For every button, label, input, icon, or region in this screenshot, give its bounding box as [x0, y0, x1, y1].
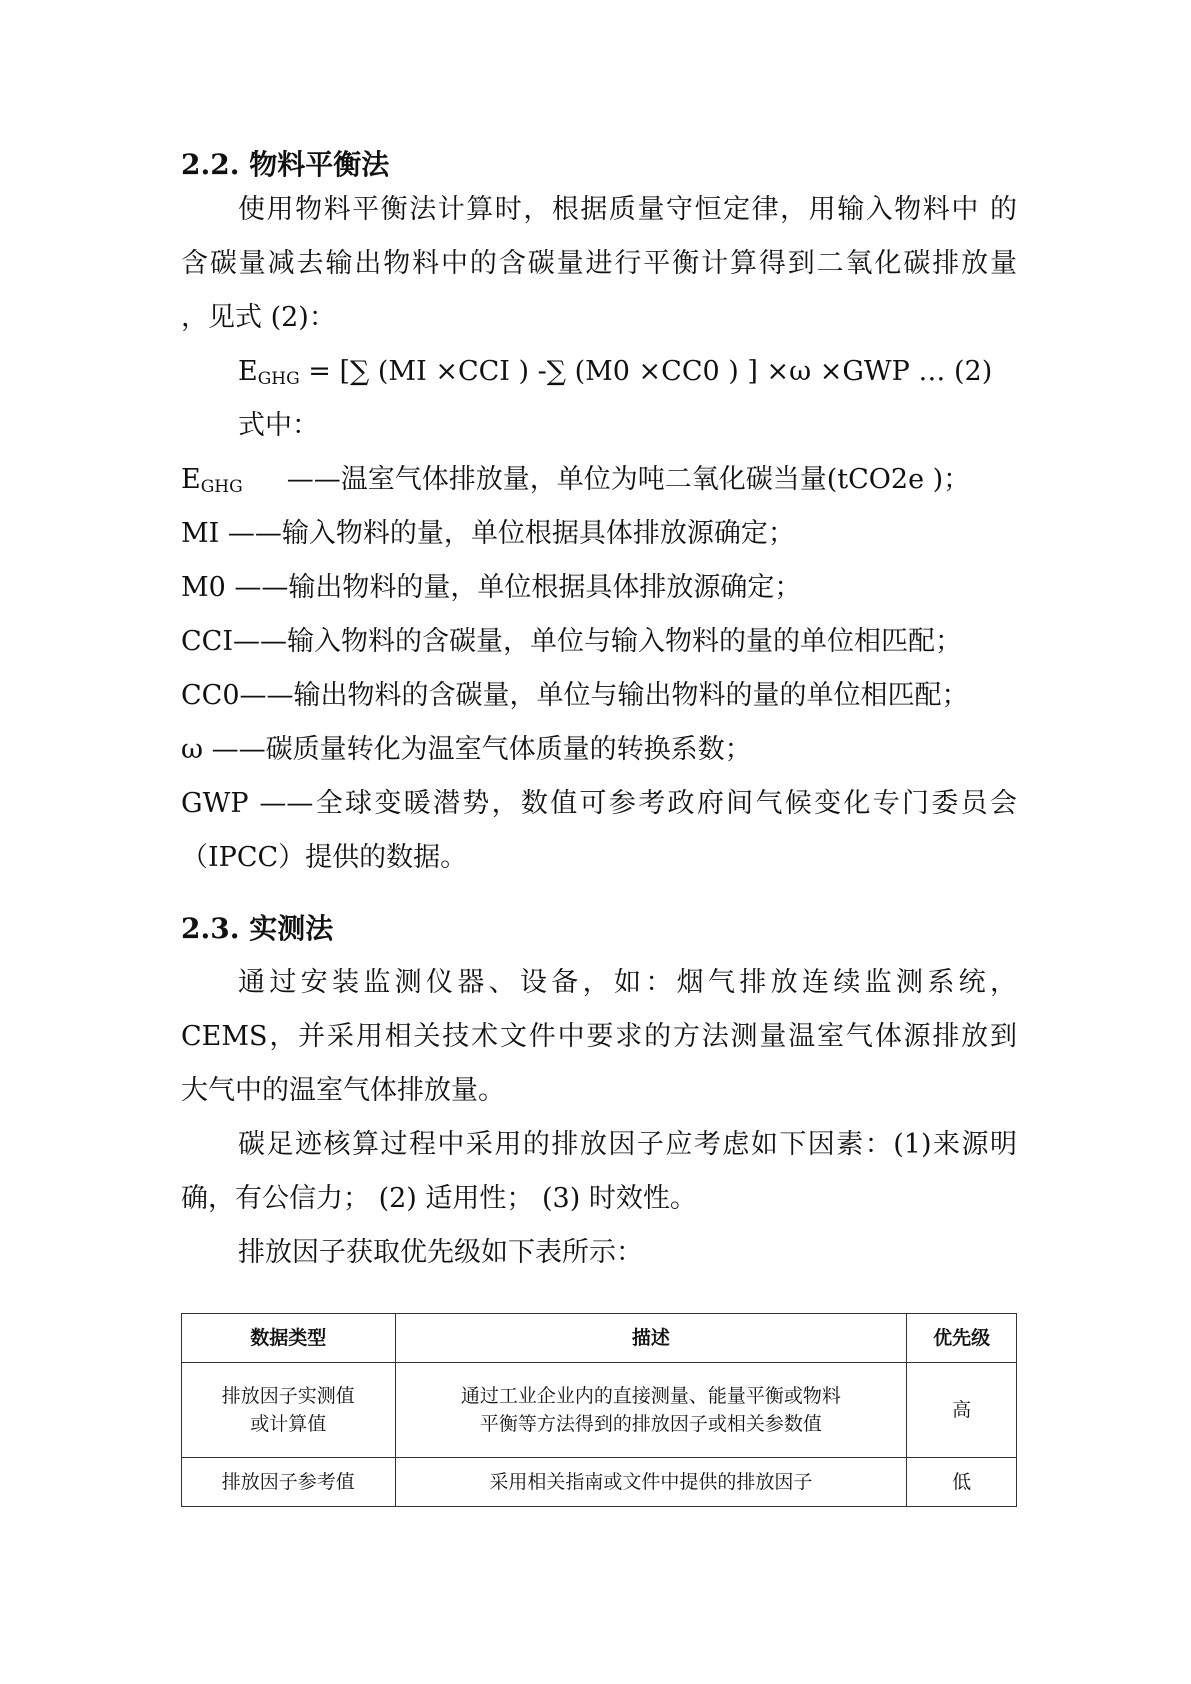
cell-line: 通过工业企业内的直接测量、能量平衡或物料 [460, 1385, 841, 1407]
table-cell: 高 [907, 1363, 1017, 1458]
paragraph-line: 通过安装监测仪器、设备，如：烟气排放连续监测系统， [238, 967, 1017, 998]
definition-gwp: GWP ——全球变暖潜势，数值可参考政府间气候变化专门委员会 [181, 788, 1017, 819]
paragraph-line: 碳足迹核算过程中采用的排放因子应考虑如下因素：(1)来源明 [238, 1129, 1017, 1160]
definition-gwp-continued: （IPCC）提供的数据。 [181, 842, 468, 873]
emission-factor-priority-table [181, 1313, 1017, 1507]
paragraph-line: 含碳量减去输出物料中的含碳量进行平衡计算得到二氧化碳排放量 [181, 248, 1017, 279]
cell-line: 排放因子实测值 [221, 1385, 355, 1407]
section-heading-2-3: 2.3. 实测法 [181, 912, 334, 945]
table-cell: 采用相关指南或文件中提供的排放因子 [395, 1458, 907, 1507]
paragraph-line: ，见式 (2)： [181, 302, 336, 333]
paragraph-line: 使用物料平衡法计算时，根据质量守恒定律，用输入物料中 的 [238, 194, 1017, 225]
table-cell [395, 1363, 907, 1458]
paragraph-line: 大气中的温室气体排放量。 [181, 1075, 505, 1106]
formula-symbol: E [238, 356, 258, 387]
definition-omega: ω ——碳质量转化为温室气体质量的转换系数； [181, 734, 752, 765]
table-header-row [182, 1314, 1017, 1363]
paragraph-line: 确，有公信力； (2) 适用性； (3) 时效性。 [181, 1183, 697, 1214]
definition-eghg [181, 463, 970, 504]
paragraph-line: 排放因子获取优先级如下表所示： [238, 1237, 643, 1268]
def-symbol: E [181, 464, 201, 495]
table-row [182, 1458, 1017, 1507]
definition-m0: M0 ——输出物料的量，单位根据具体排放源确定； [181, 572, 802, 603]
table-cell [182, 1363, 396, 1458]
definition-mi: MI ——输入物料的量，单位根据具体排放源确定； [181, 518, 795, 549]
definition-cc0: CC0——输出物料的含碳量，单位与输出物料的量的单位相匹配； [181, 680, 969, 711]
def-text: ——温室气体排放量，单位为吨二氧化碳当量(tCO2e )； [286, 464, 971, 495]
formula-subscript: GHG [257, 369, 300, 389]
paragraph-line: CEMS，并采用相关技术文件中要求的方法测量温室气体源排放到 [181, 1021, 1017, 1052]
definition-cci: CCI——输入物料的含碳量，单位与输入物料的量的单位相匹配； [181, 626, 962, 657]
table-header-cell: 优先级 [907, 1314, 1017, 1363]
cell-line: 平衡等方法得到的排放因子或相关参数值 [479, 1413, 822, 1435]
table-header-cell: 描述 [395, 1314, 907, 1363]
section-heading-2-2: 2.2. 物料平衡法 [181, 148, 390, 181]
table-cell: 排放因子参考值 [182, 1458, 396, 1507]
formula-body: = [∑ (MI ×CCI ) -∑ (M0 ×CC0 ) ] ×ω ×GWP … (2) [299, 356, 993, 387]
def-subscript: GHG [200, 477, 243, 497]
where-label: 式中： [238, 410, 319, 441]
formula-2 [238, 355, 992, 396]
table-row [182, 1363, 1017, 1458]
table-header-cell: 数据类型 [182, 1314, 396, 1363]
table-cell: 低 [907, 1458, 1017, 1507]
cell-line: 或计算值 [250, 1413, 327, 1435]
